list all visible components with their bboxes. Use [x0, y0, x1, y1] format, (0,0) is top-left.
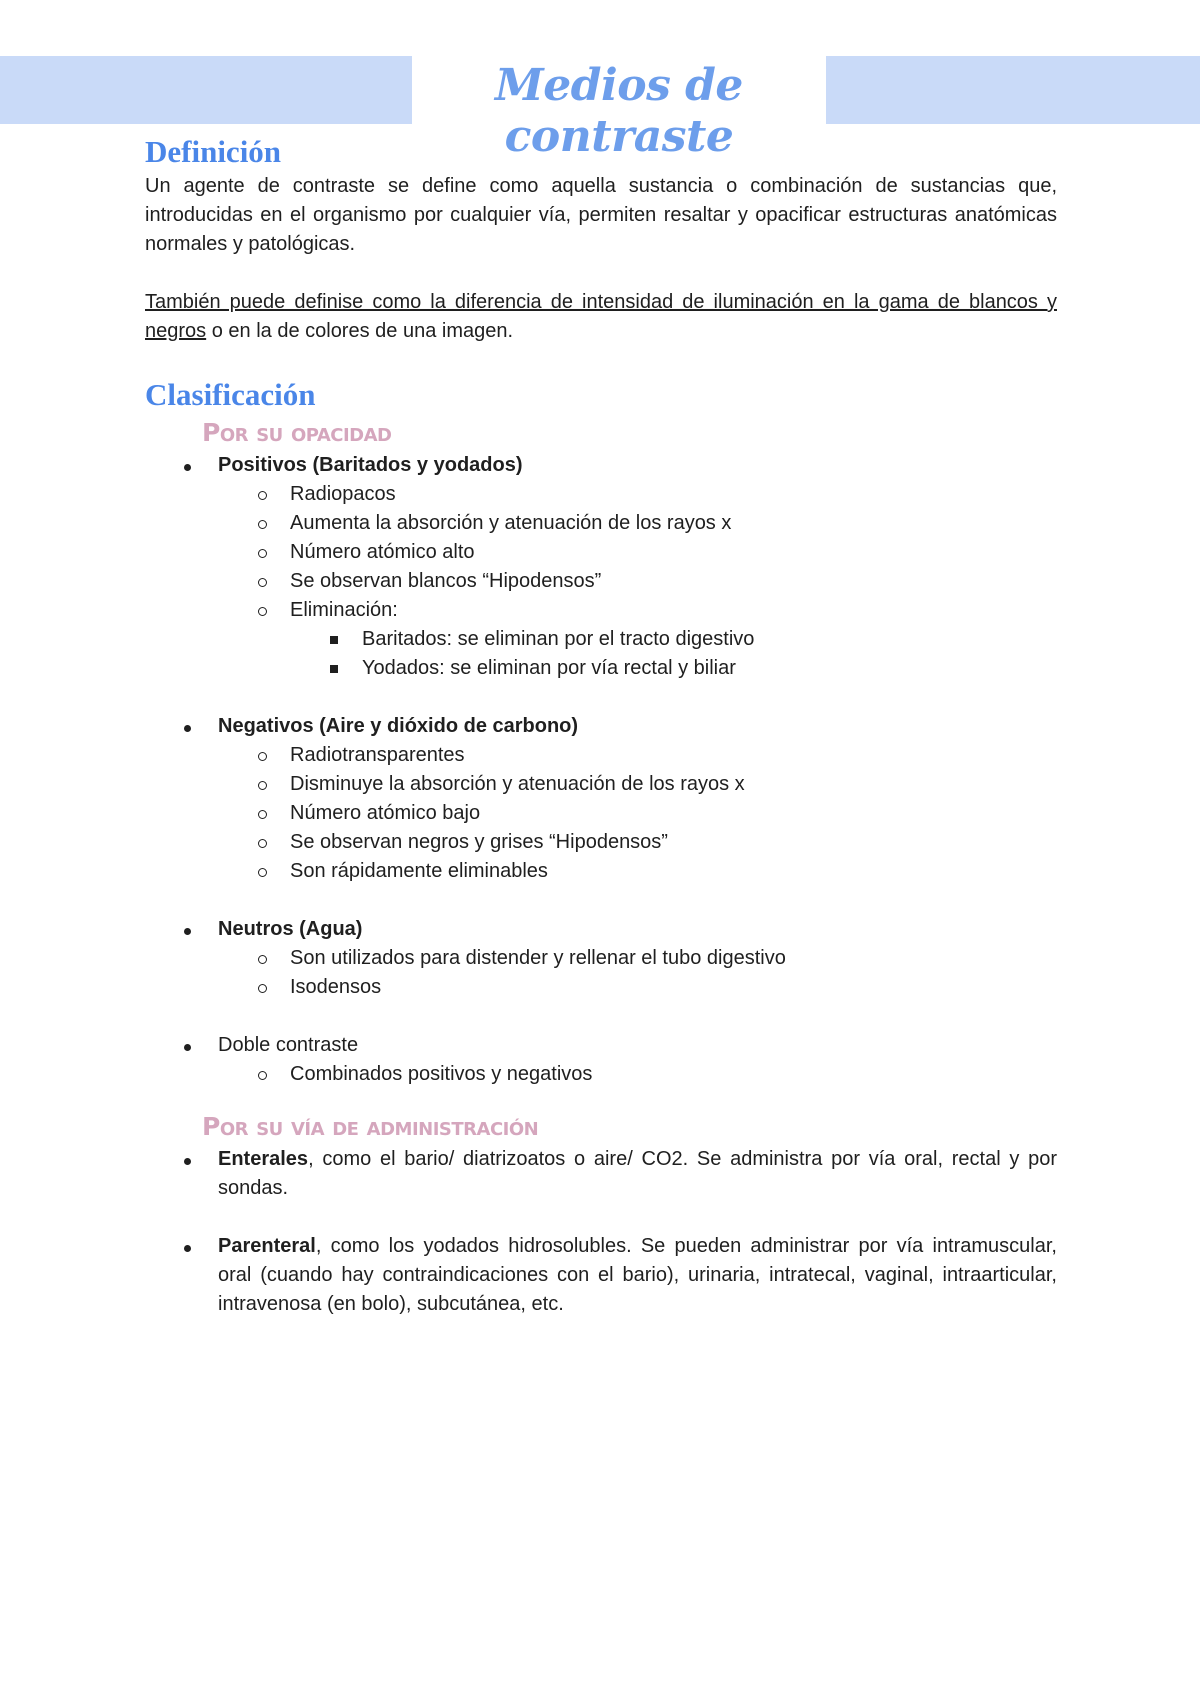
list-item: Aumenta la absorción y atenuación de los rayos x [218, 509, 1057, 538]
list-item: Número atómico bajo [218, 799, 1057, 828]
neutral-label: Neutros (Agua) [218, 918, 363, 940]
title-band-right [826, 56, 1200, 124]
route-subheading: Por su vía de administración [202, 1112, 539, 1141]
parenteral-text: , como los yodados hidrosolubles. Se pueden administrar por vía intramuscular, oral (cuando hay contraindicaciones con el bario), urinaria, intratecal, vaginal, intraarticular, intravenosa (en bolo), subcutánea, etc. [218, 1235, 1057, 1315]
positive-label: Positivos (Baritados y yodados) [218, 454, 523, 476]
definition-heading: Definición [145, 134, 282, 169]
list-item: Radiopacos [218, 480, 1057, 509]
list-item-elimination [218, 596, 1057, 683]
list-item-double [145, 1031, 1057, 1089]
neutral-sublist [218, 944, 1057, 1002]
list-item: Número atómico alto [218, 538, 1057, 567]
list-item-negative [145, 712, 1057, 915]
list-item: Son utilizados para distender y rellenar el tubo digestivo [218, 944, 1057, 973]
list-item-positive [145, 451, 1057, 712]
definition-rest-text: o en la de colores de una imagen. [206, 320, 514, 342]
definition-paragraph-2 [145, 288, 1057, 346]
list-item: Baritados: se eliminan por el tracto digestivo [290, 625, 1057, 654]
list-item: Yodados: se eliminan por vía rectal y biliar [290, 654, 1057, 683]
enteral-text: , como el bario/ diatrizoatos o aire/ CO2. Se administra por vía oral, rectal y por sondas. [218, 1148, 1057, 1199]
opacity-subheading: Por su opacidad [202, 418, 392, 447]
opacity-list [145, 451, 1057, 1089]
classification-heading: Clasificación [145, 377, 316, 412]
title-band-left [0, 56, 412, 124]
list-item: Radiotransparentes [218, 741, 1057, 770]
list-item-enteral [145, 1145, 1057, 1232]
negative-label: Negativos (Aire y dióxido de carbono) [218, 715, 579, 737]
definition-paragraph: Un agente de contraste se define como aquella sustancia o combinación de sustancias que, introducidas en el organismo por cualquier vía, permiten resaltar y opacificar estructuras anatómicas normales y patológicas. [145, 175, 1057, 255]
list-item: Son rápidamente eliminables [218, 857, 1057, 886]
enteral-label: Enterales [218, 1148, 309, 1170]
definition-underlined-text: También puede definise como la diferencia de intensidad de iluminación en la gama de blancos y negros [145, 291, 1057, 342]
list-item-neutral [145, 915, 1057, 1031]
parenteral-label: Parenteral [218, 1235, 316, 1257]
elimination-sublist [290, 625, 1057, 683]
route-list [145, 1145, 1057, 1319]
document-title: Medios de contraste [495, 60, 743, 162]
double-sublist [218, 1060, 1057, 1089]
list-item: Se observan negros y grises “Hipodensos” [218, 828, 1057, 857]
list-item: Combinados positivos y negativos [218, 1060, 1057, 1089]
double-label: Doble contraste [218, 1034, 359, 1056]
list-item: Se observan blancos “Hipodensos” [218, 567, 1057, 596]
positive-sublist [218, 480, 1057, 683]
list-item: Isodensos [218, 973, 1057, 1002]
list-item-parenteral [145, 1232, 1057, 1319]
negative-sublist [218, 741, 1057, 886]
document-body [145, 132, 1057, 1319]
elimination-label: Eliminación: [290, 599, 398, 621]
list-item: Disminuye la absorción y atenuación de los rayos x [218, 770, 1057, 799]
